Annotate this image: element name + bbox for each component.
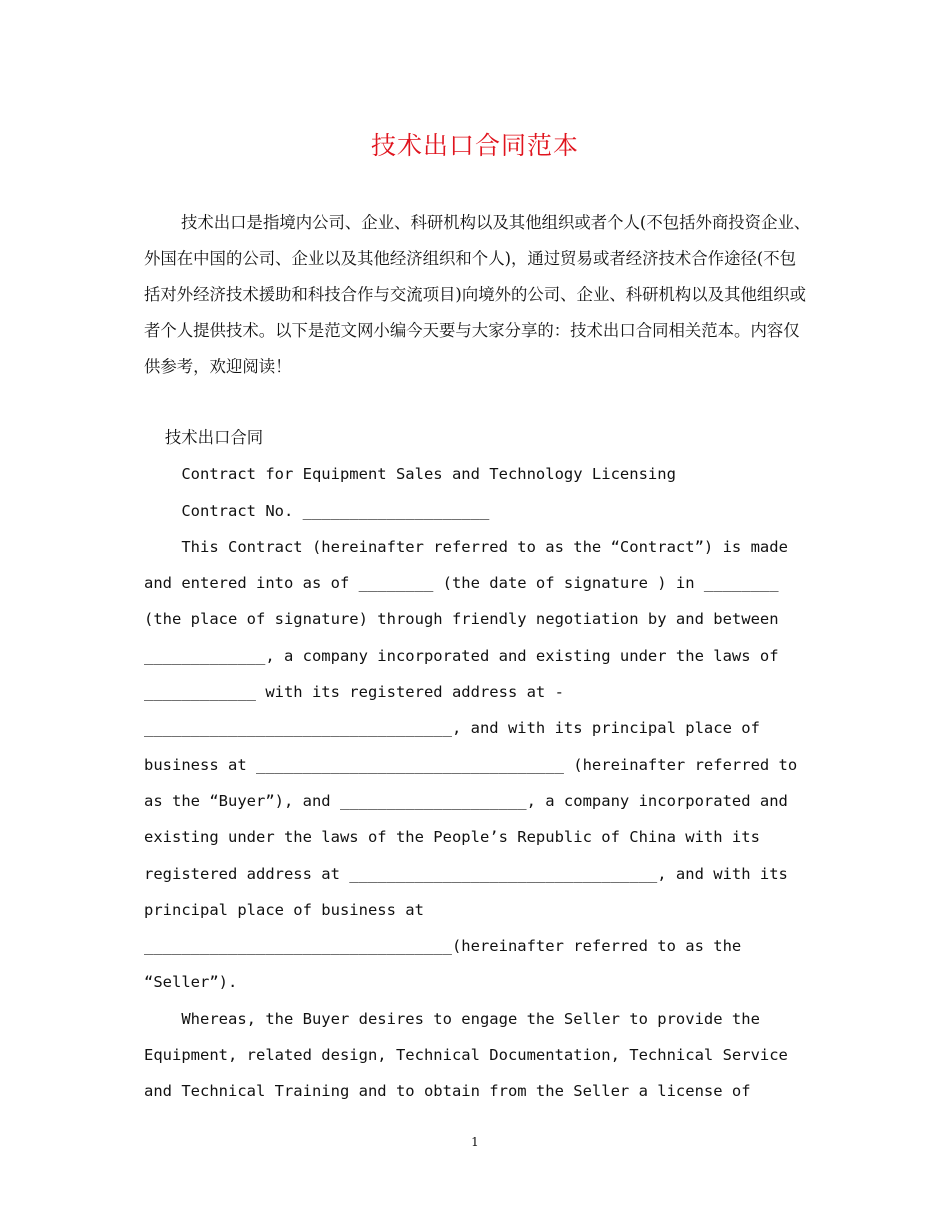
contract-line: registered address at _________________________________, and with its xyxy=(144,864,788,883)
contract-line: 技术出口合同 xyxy=(144,428,264,447)
contract-line: as the “Buyer”), and ____________________, a company incorporated and xyxy=(144,791,788,810)
contract-line: _____________, a company incorporated and existing under the laws of xyxy=(144,646,779,665)
contract-line: Equipment, related design, Technical Documentation, Technical Service xyxy=(144,1046,788,1065)
intro-paragraph xyxy=(144,205,812,385)
intro-text: 技术出口是指境内公司、企业、科研机构以及其他组织或者个人(不包括外商投资企业、外国在中国的公司、企业以及其他经济组织和个人)，通过贸易或者经济技术合作途径(不包括对外经济技术援助和科技合作与交流项目)向境外的公司、企业、科研机构以及其他组织或者个人提供技术。以下是范文网小编今天要与大家分享的：技术出口合同相关范本。内容仅供参考，欢迎阅读！ xyxy=(144,213,811,376)
contract-line: Whereas, the Buyer desires to engage the Seller to provide the xyxy=(144,1009,760,1028)
contract-line: Contract for Equipment Sales and Technology Licensing xyxy=(144,465,676,484)
page-number: 1 xyxy=(471,1135,479,1149)
contract-body xyxy=(144,420,819,1110)
contract-line: existing under the laws of the People’s Republic of China with its xyxy=(144,828,760,847)
contract-line: _________________________________, and with its principal place of xyxy=(144,719,760,738)
contract-line: and Technical Training and to obtain from the Seller a license of xyxy=(144,1082,751,1101)
contract-line: “Seller”). xyxy=(144,973,238,992)
contract-line: _________________________________(hereinafter referred to as the xyxy=(144,937,742,956)
contract-line: principal place of business at xyxy=(144,900,424,919)
contract-line: ____________ with its registered address at - xyxy=(144,683,564,702)
contract-line: This Contract (hereinafter referred to as the “Contract”) is made xyxy=(144,537,788,556)
contract-line: business at _________________________________ (hereinafter referred to xyxy=(144,755,798,774)
contract-line: (the place of signature) through friendly negotiation by and between xyxy=(144,610,779,629)
document-title: 技术出口合同范本 xyxy=(370,131,579,160)
contract-line: and entered into as of ________ (the date of signature ) in ________ xyxy=(144,574,779,593)
contract-line: Contract No. ____________________ xyxy=(144,501,490,520)
